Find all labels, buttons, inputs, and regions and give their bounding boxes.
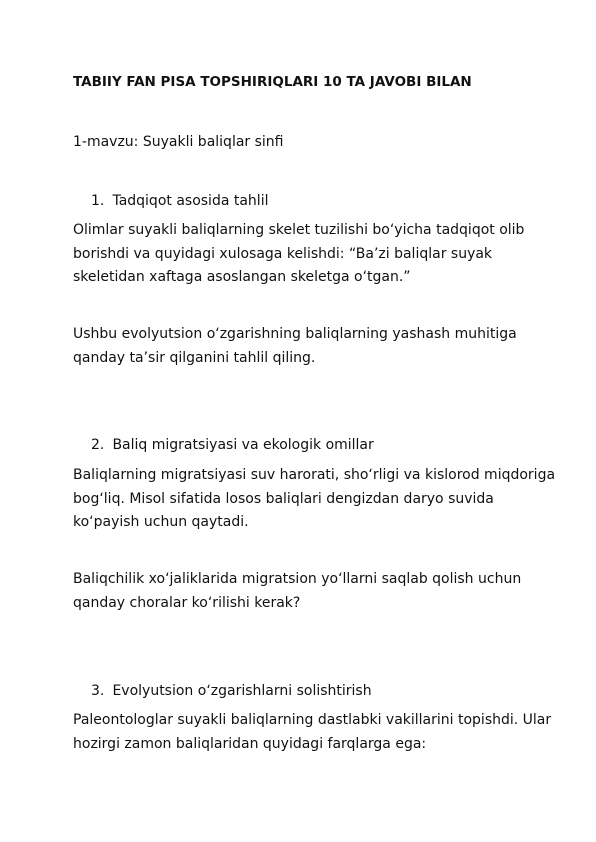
section-3-text-line: hozirgi zamon baliqlaridan quyidagi farqlarga ega: [73,735,427,752]
section-3-number: 3. [91,683,105,699]
document-title: TABIIY FAN PISA TOPSHIRIQLARI 10 TA JAVOBI BILAN [73,74,472,90]
section-2-text-line: Baliqlarning migratsiyasi suv harorati, sho‘rligi va kislorod miqdoriga [73,467,556,483]
section-1-question-line: Ushbu evolyutsion o‘zgarishning baliqlarning yashash muhitiga [73,326,517,342]
section-3-heading-text: Evolyutsion o‘zgarishlarni solishtirish [112,683,372,699]
section-3-text-line: Paleontologlar suyakli baliqlarning dastlabki vakillarini topishdi. Ular [73,712,552,728]
section-1-question [73,323,517,370]
topic-heading: 1-mavzu: Suyakli baliqlar sinfi [73,134,284,150]
section-1-text-line: borishdi va quyidagi xulosaga kelishdi: “Ba’zi baliqlar suyak [73,245,493,262]
section-2-text-line: ko‘payish uchun qaytadi. [73,514,249,530]
section-1-text-line: skeletidan xaftaga asoslangan skeletga o‘tgan.” [73,269,411,285]
section-2-number: 2. [91,437,105,453]
section-2-heading-text: Baliq migratsiyasi va ekologik omillar [112,437,374,453]
section-1-number: 1. [91,193,105,209]
section-1-heading [91,189,268,213]
section-1-heading-text: Tadqiqot asosida tahlil [112,193,269,209]
section-1-text-line: Olimlar suyakli baliqlarning skelet tuzilishi bo‘yicha tadqiqot olib [73,222,525,238]
section-2-text-line: bog‘liq. Misol sifatida losos baliqlari dengizdan daryo suvida [73,490,494,507]
section-2-heading [91,433,374,457]
section-3-heading [91,679,372,703]
section-1-text [73,219,524,290]
section-2-question [73,568,521,615]
section-2-text [73,464,555,535]
section-2-question-line: Baliqchilik xo‘jaliklarida migratsion yo‘llarni saqlab qolish uchun [73,571,522,587]
section-1-question-line: qanday ta’sir qilganini tahlil qiling. [73,349,316,366]
section-2-question-line: qanday choralar ko‘rilishi kerak? [73,594,301,611]
section-3-text [73,709,551,756]
